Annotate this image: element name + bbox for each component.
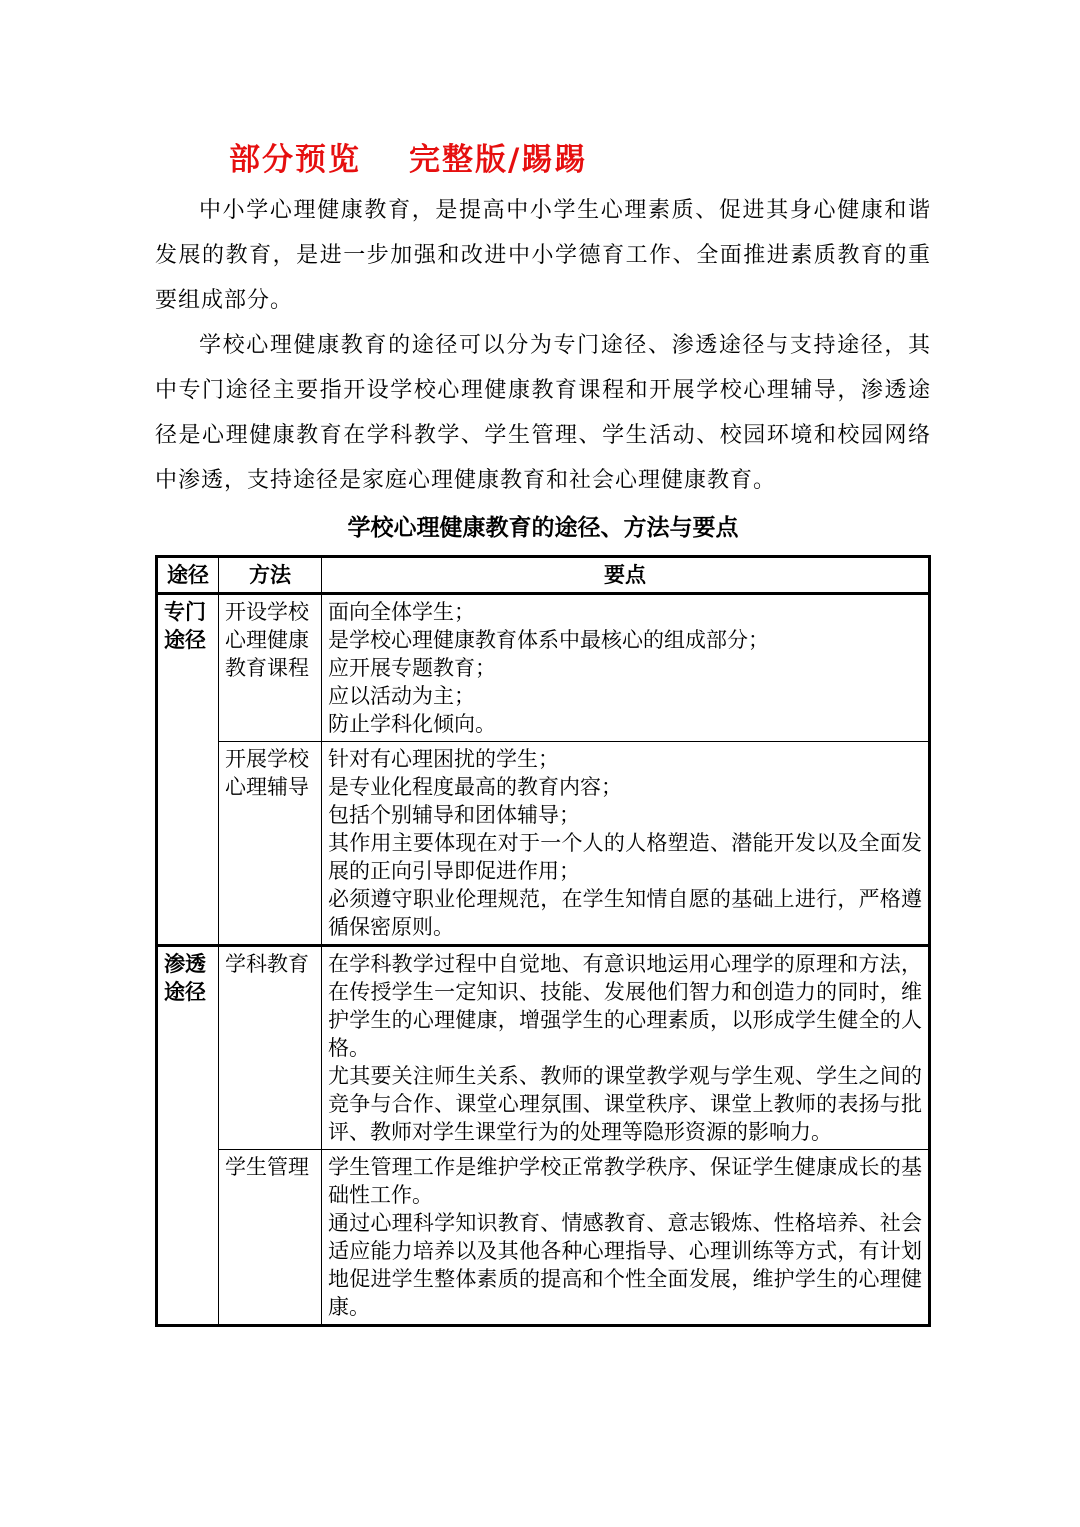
preview-label: 部分预览: [229, 142, 361, 178]
points-cell-course: [322, 594, 930, 742]
intro-paragraph: 中小学心理健康教育，是提高中小学生心理素质、促进其身心健康和谐发展的教育，是进一步加强和改进中小学德育工作、全面推进素质教育的重要组成部分。: [155, 198, 931, 313]
point-item: 是学校心理健康教育体系中最核心的组成部分；: [328, 628, 769, 652]
preview-watermark-title: [229, 136, 931, 184]
point-item: 通过心理科学知识教育、情感教育、意志锻炼、性格培养、社会适应能力培养以及其他各种心理指导、心理训练等方式，有计划地促进学生整体素质的提高和个性全面发展，维护学生的心理健康。: [328, 1211, 922, 1319]
point-item: 面向全体学生；: [328, 600, 475, 624]
table-row: [157, 1150, 930, 1326]
table-row: [157, 594, 930, 742]
table-header-row: [157, 557, 930, 594]
column-header-points: 要点: [322, 557, 930, 594]
points-cell-student-management: [322, 1150, 930, 1326]
methods-table: [155, 555, 931, 1327]
point-item: 应以活动为主；: [328, 684, 475, 708]
point-item: 应开展专题教育；: [328, 656, 496, 680]
point-item: 针对有心理困扰的学生；: [328, 747, 559, 771]
point-item: 学生管理工作是维护学校正常教学秩序、保证学生健康成长的基础性工作。: [328, 1155, 922, 1207]
table-row: [157, 946, 930, 1150]
point-item: 防止学科化倾向。: [328, 712, 496, 736]
point-item: 其作用主要体现在对于一个人的人格塑造、潜能开发以及全面发展的正向引导即促进作用；: [328, 831, 922, 883]
point-item: 在学科教学过程中自觉地、有意识地运用心理学的原理和方法，在传授学生一定知识、技能、发展他们智力和创造力的同时，维护学生的心理健康，增强学生的心理素质，以形成学生健全的人格。: [328, 952, 922, 1060]
point-item: 必须遵守职业伦理规范，在学生知情自愿的基础上进行，严格遵循保密原则。: [328, 887, 922, 939]
table-title: 学校心理健康教育的途径、方法与要点: [347, 514, 739, 541]
method-cell-student-management: 学生管理: [219, 1150, 322, 1326]
path-cell-infiltration: 渗透途径: [157, 946, 219, 1326]
document-content: [155, 0, 931, 1327]
column-header-method: 方法: [219, 557, 322, 594]
points-cell-counseling: [322, 742, 930, 946]
point-item: 包括个别辅导和团体辅导；: [328, 803, 580, 827]
point-item: 是专业化程度最高的教育内容；: [328, 775, 622, 799]
method-cell-counseling: 开展学校心理辅导: [219, 742, 322, 946]
method-cell-subject-education: 学科教育: [219, 946, 322, 1150]
table-row: [157, 742, 930, 946]
method-cell-course: 开设学校心理健康教育课程: [219, 594, 322, 742]
full-version-label: 完整版/踢踢: [409, 142, 588, 178]
path-cell-special: 专门途径: [157, 594, 219, 946]
pathways-paragraph: 学校心理健康教育的途径可以分为专门途径、渗透途径与支持途径，其中专门途径主要指开设学校心理健康教育课程和开展学校心理辅导，渗透途径是心理健康教育在学科教学、学生管理、学生活动、校园环境和校园网络中渗透，支持途径是家庭心理健康教育和社会心理健康教育。: [155, 333, 931, 493]
points-cell-subject-education: [322, 946, 930, 1150]
point-item: 尤其要关注师生关系、教师的课堂教学观与学生观、学生之间的竞争与合作、课堂心理氛围、课堂秩序、课堂上教师的表扬与批评、教师对学生课堂行为的处理等隐形资源的影响力。: [328, 1064, 922, 1144]
column-header-path: 途径: [157, 557, 219, 594]
